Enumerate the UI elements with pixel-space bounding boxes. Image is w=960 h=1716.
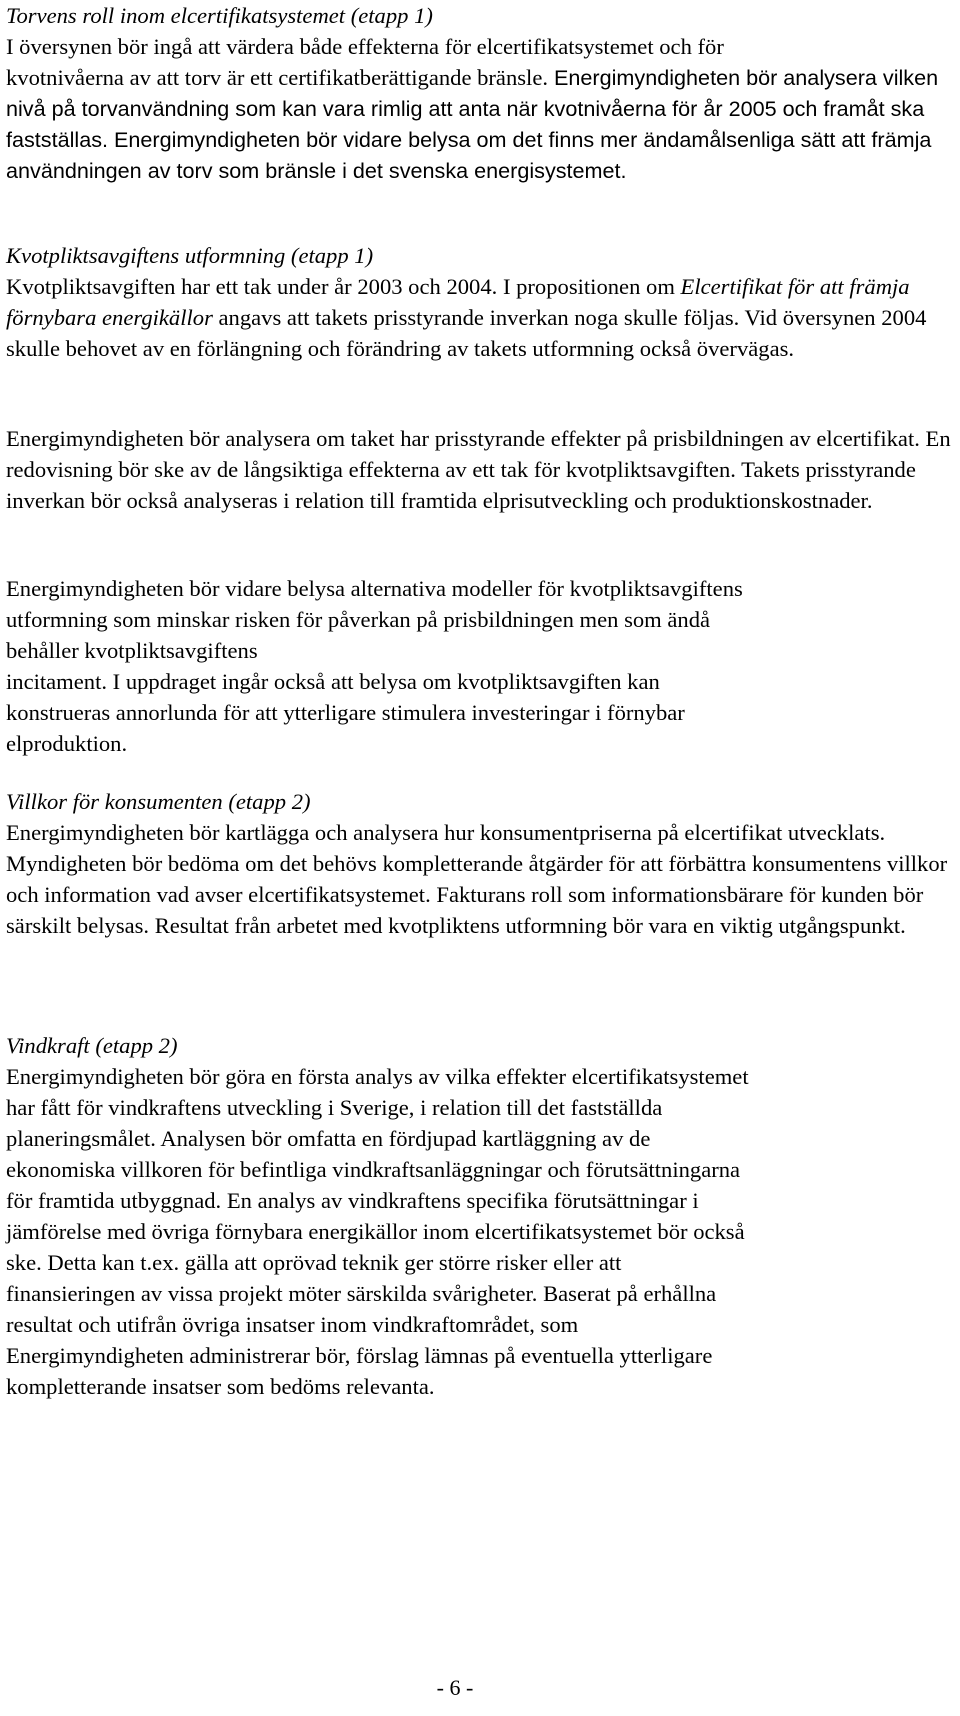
paragraph: Energimyndigheten bör kartlägga och analysera hur konsumentpriserna på elcertifikat utvecklats. Myndigheten bör bedöma om det behövs kompletterande åtgärder för att förbättra konsumentens villkor och information vad avser elcertifikatsystemet. Fakturans roll som informationsbärare för kunden bör särskilt belysas. Resultat från arbetet med kvotpliktens utformning bör vara en viktig utgångspunkt. (6, 820, 948, 938)
section-heading: Kvotpliktsavgiftens utformning (etapp 1) (6, 243, 374, 268)
section-vindkraft (6, 1030, 956, 1402)
section-heading: Vindkraft (etapp 2) (6, 1033, 178, 1058)
section-torv (6, 0, 956, 186)
paragraph-text-sans: Energimyndigheten bör vidare belysa om det finns mer ändamålsenliga sätt att främja användningen av torv som bränsle i det svenska energisystemet. (6, 127, 932, 183)
section-heading: Torvens roll inom elcertifikatsystemet (etapp 1) (6, 3, 433, 28)
section-tak-analys (6, 423, 956, 516)
proposition-title: Elcertifikat för att främja förnybara energikällor (6, 274, 910, 330)
paragraph-text: angavs att takets prisstyrande inverkan noga skulle följas. Vid översynen 2004 skulle behovet av en förlängning och förändring av takets utformning också övervägas. (6, 305, 927, 361)
section-konsument (6, 786, 956, 941)
paragraph-line: I översynen bör ingå att värdera både effekterna för elcertifikatsystemet och för (6, 34, 724, 59)
paragraph (6, 1061, 956, 1402)
paragraph (6, 271, 956, 364)
paragraph-line: har fått för vindkraftens utveckling i Sverige, i relation till det fastställda (6, 1095, 663, 1120)
paragraph-line: Energimyndigheten bör göra en första analys av vilka effekter elcertifikatsystemet (6, 1064, 749, 1089)
paragraph-line: planeringsmålet. Analysen bör omfatta en fördjupad kartläggning av de (6, 1126, 651, 1151)
paragraph-line: incitament. I uppdraget ingår också att belysa om kvotpliktsavgiften kan (6, 669, 660, 694)
paragraph-text: Kvotpliktsavgiften har ett tak under år 2003 och 2004. I propositionen om (6, 274, 681, 299)
paragraph-line: kvotnivåerna av att torv är ett certifikatberättigande bränsle. (6, 65, 549, 90)
paragraph-line: utformning som minskar risken för påverkan på prisbildningen men som ändå (6, 607, 711, 632)
paragraph (6, 31, 956, 186)
section-alternativa-modeller (6, 573, 956, 759)
paragraph-line: behåller kvotpliktsavgiftens (6, 638, 258, 663)
paragraph-line: konstrueras annorlunda för att ytterligare stimulera investeringar i förnybar (6, 700, 685, 725)
paragraph-text-sans: Energimyndigheten bör analysera vilken nivå på torvanvändning som kan vara rimlig att anta när kvotnivåerna för år 2005 och framåt ska fastställas. (6, 65, 939, 152)
paragraph-line: Energimyndigheten administrerar bör, förslag lämnas på eventuella ytterligare (6, 1343, 713, 1368)
page-number: - 6 - (436, 1675, 474, 1700)
paragraph: Energimyndigheten bör analysera om taket har prisstyrande effekter på prisbildningen av elcertifikat. En redovisning bör ske av de långsiktiga effekterna av ett tak för kvotpliktsavgiften. Takets prisstyrande inverkan bör också analyseras i relation till framtida elprisutveckling och produktionskostnader. (6, 426, 951, 513)
section-heading: Villkor för konsumenten (etapp 2) (6, 789, 311, 814)
paragraph-line: ekonomiska villkoren för befintliga vindkraftsanläggningar och förutsättningarna (6, 1157, 741, 1182)
section-kvotpliktsavgift (6, 240, 956, 364)
paragraph (6, 573, 956, 759)
paragraph-line: elproduktion. (6, 731, 128, 756)
paragraph-line: finansieringen av vissa projekt möter särskilda svårigheter. Baserat på erhållna (6, 1281, 717, 1306)
paragraph-line: jämförelse med övriga förnybara energikällor inom elcertifikatsystemet bör också (6, 1219, 745, 1244)
paragraph-line: resultat och utifrån övriga insatser inom vindkraftområdet, som (6, 1312, 579, 1337)
paragraph-line: ske. Detta kan t.ex. gälla att oprövad teknik ger större risker eller att (6, 1250, 622, 1275)
paragraph-line: kompletterande insatser som bedöms relevanta. (6, 1374, 435, 1399)
paragraph-line: för framtida utbyggnad. En analys av vindkraftens specifika förutsättningar i (6, 1188, 699, 1213)
paragraph-line: Energimyndigheten bör vidare belysa alternativa modeller för kvotpliktsavgiftens (6, 576, 743, 601)
page-footer (0, 1672, 960, 1703)
